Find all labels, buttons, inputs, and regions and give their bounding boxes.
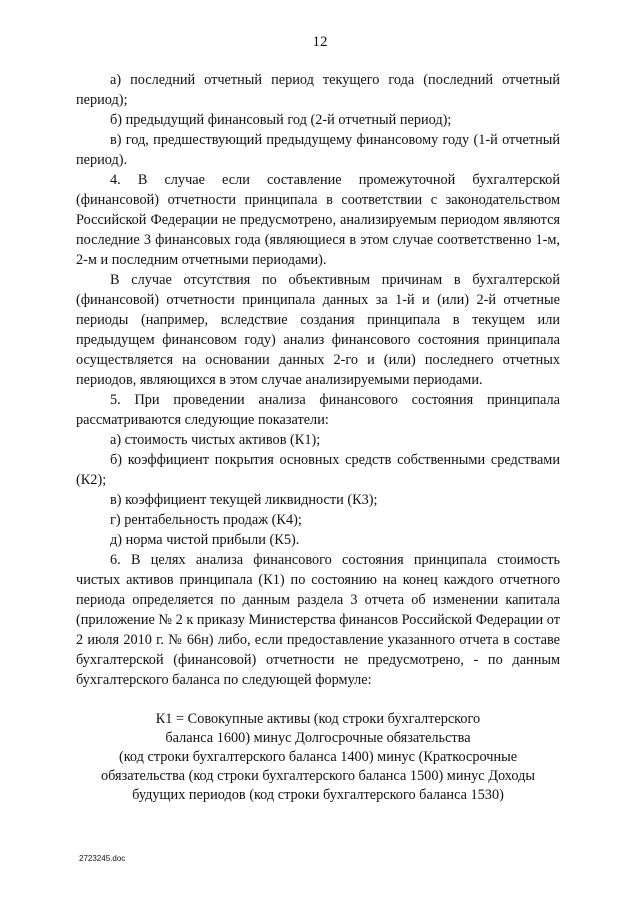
paragraph-clause-4: 4. В случае если составление промежуточной бухгалтерской (финансовой) отчетности принципала в соответствии с законодательством Российской Федерации не предусмотрено, анализируемым периодом являются последние 3 финансовых года (являющиеся в этом случае соответственно 1-м, 2-м и последним отчетными периодами). [76, 172, 560, 268]
paragraph-clause-4-note: В случае отсутствия по объективным причинам в бухгалтерской (финансовой) отчетности принципала данных за 1-й и (или) 2-й отчетные периоды (например, вследствие создания принципала в текущем или предыдущем финансовом году) анализ финансового состояния принципала осуществляется на основании данных 2-го и (или) последнего отчетных периодов, являющихся в этом случае анализируемыми периодами. [76, 272, 560, 388]
formula-line: К1 = Совокупные активы (код строки бухгалтерского [155, 711, 481, 727]
indicator-k4: г) рентабельность продаж (К4); [110, 512, 302, 528]
document-footer: 2723245.doc [79, 854, 126, 863]
body-text [76, 70, 560, 690]
paragraph-item-v: в) год, предшествующий предыдущему финансовому году (1-й отчетный период). [76, 132, 560, 168]
indicator-k5: д) норма чистой прибыли (К5). [110, 532, 300, 548]
indicator-k2: б) коэффициент покрытия основных средств собственными средствами (К2); [76, 452, 560, 488]
paragraph-clause-6: 6. В целях анализа финансового состояния принципала стоимость чистых активов принципала (К1) по состоянию на конец каждого отчетного периода определяется по данным раздела 3 отчета об изменении капитала (приложение № 2 к приказу Министерства финансов Российской Федерации от 2 июля 2010 г. № 66н) либо, если предоставление указанного отчета в составе бухгалтерской (финансовой) отчетности не предусмотрено, - по данным бухгалтерского баланса по следующей формуле: [76, 552, 560, 688]
paragraph-item-a: а) последний отчетный период текущего года (последний отчетный период); [76, 72, 560, 108]
formula-line: обязательства (код строки бухгалтерского баланса 1500) минус Доходы [100, 768, 535, 784]
formula-line: (код строки бухгалтерского баланса 1400) минус (Краткосрочные [118, 749, 518, 765]
formula-line: будущих периодов (код строки бухгалтерского баланса 1530) [132, 787, 504, 803]
formula-k1 [96, 710, 540, 805]
indicator-k3: в) коэффициент текущей ликвидности (К3); [110, 492, 378, 508]
paragraph-item-b: б) предыдущий финансовый год (2-й отчетный период); [110, 112, 452, 128]
indicator-k1: а) стоимость чистых активов (К1); [110, 432, 321, 448]
formula-line: баланса 1600) минус Долгосрочные обязательства [165, 730, 471, 746]
page-number: 12 [312, 34, 328, 50]
paragraph-clause-5: 5. При проведении анализа финансового состояния принципала рассматриваются следующие показатели: [76, 392, 560, 428]
